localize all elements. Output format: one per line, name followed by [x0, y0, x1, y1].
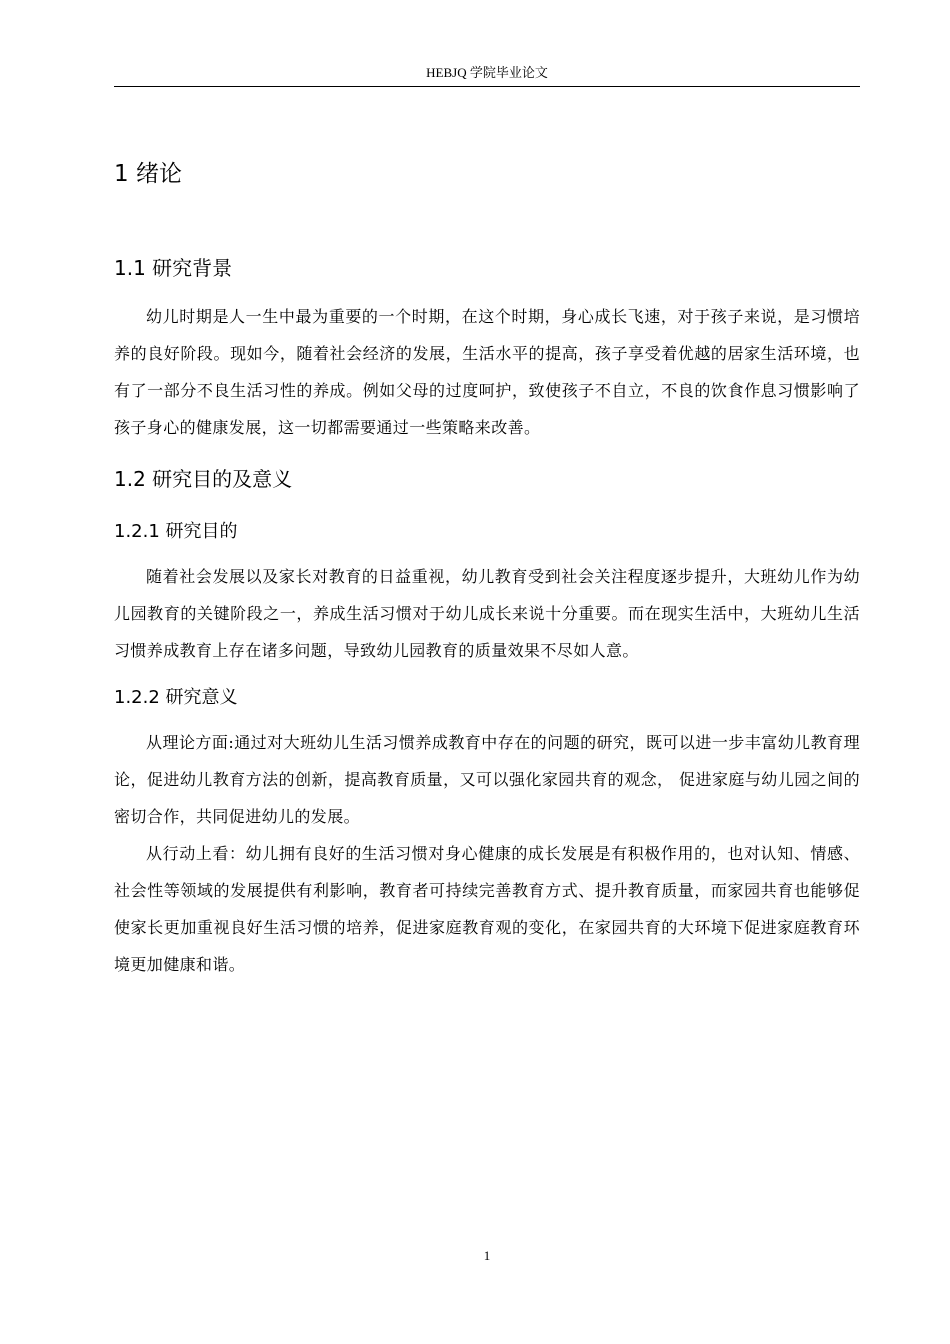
page-header: HEBJQ 学院毕业论文	[426, 65, 548, 80]
page-number: 1	[483, 1248, 491, 1263]
paragraph-practice: 从行动上看：幼儿拥有良好的生活习惯对身心健康的成长发展是有积极作用的，也对认知、情感、社会性等领域的发展提供有利影响，教育者可持续完善教育方式、提升教育质量，而家园共育也能够促使家长更加重视良好生活习惯的培养，促进家庭教育观的变化，在家园共育的大环境下促进家庭教育环境更加健康和谐。	[114, 844, 860, 974]
paragraph-theory: 从理论方面:通过对大班幼儿生活习惯养成教育中存在的问题的研究，既可以进一步丰富幼儿教育理论，促进幼儿教育方法的创新，提高教育质量，又可以强化家园共育的观念， 促进家庭与幼儿园之间的密切合作，共同促进幼儿的发展。	[114, 733, 860, 826]
document-body	[114, 150, 860, 983]
section-title-1-2: 1.2 研究目的及意义	[114, 467, 293, 491]
subsection-title-1-2-2: 1.2.2 研究意义	[114, 687, 238, 708]
header-divider	[114, 86, 860, 87]
paragraph-background: 幼儿时期是人一生中最为重要的一个时期，在这个时期，身心成长飞速，对于孩子来说，是习惯培养的良好阶段。现如今，随着社会经济的发展，生活水平的提高，孩子享受着优越的居家生活环境，也有了一部分不良生活习性的养成。例如父母的过度呵护，致使孩子不自立，不良的饮食作息习惯影响了孩子身心的健康发展，这一切都需要通过一些策略来改善。	[114, 307, 860, 437]
subsection-title-1-2-1: 1.2.1 研究目的	[114, 521, 238, 542]
paragraph-purpose: 随着社会发展以及家长对教育的日益重视，幼儿教育受到社会关注程度逐步提升，大班幼儿作为幼儿园教育的关键阶段之一，养成生活习惯对于幼儿成长来说十分重要。而在现实生活中，大班幼儿生活习惯养成教育上存在诸多问题，导致幼儿园教育的质量效果不尽如人意。	[114, 567, 860, 660]
chapter-title: 1 绪论	[114, 161, 182, 187]
section-title-1-1: 1.1 研究背景	[114, 256, 233, 280]
